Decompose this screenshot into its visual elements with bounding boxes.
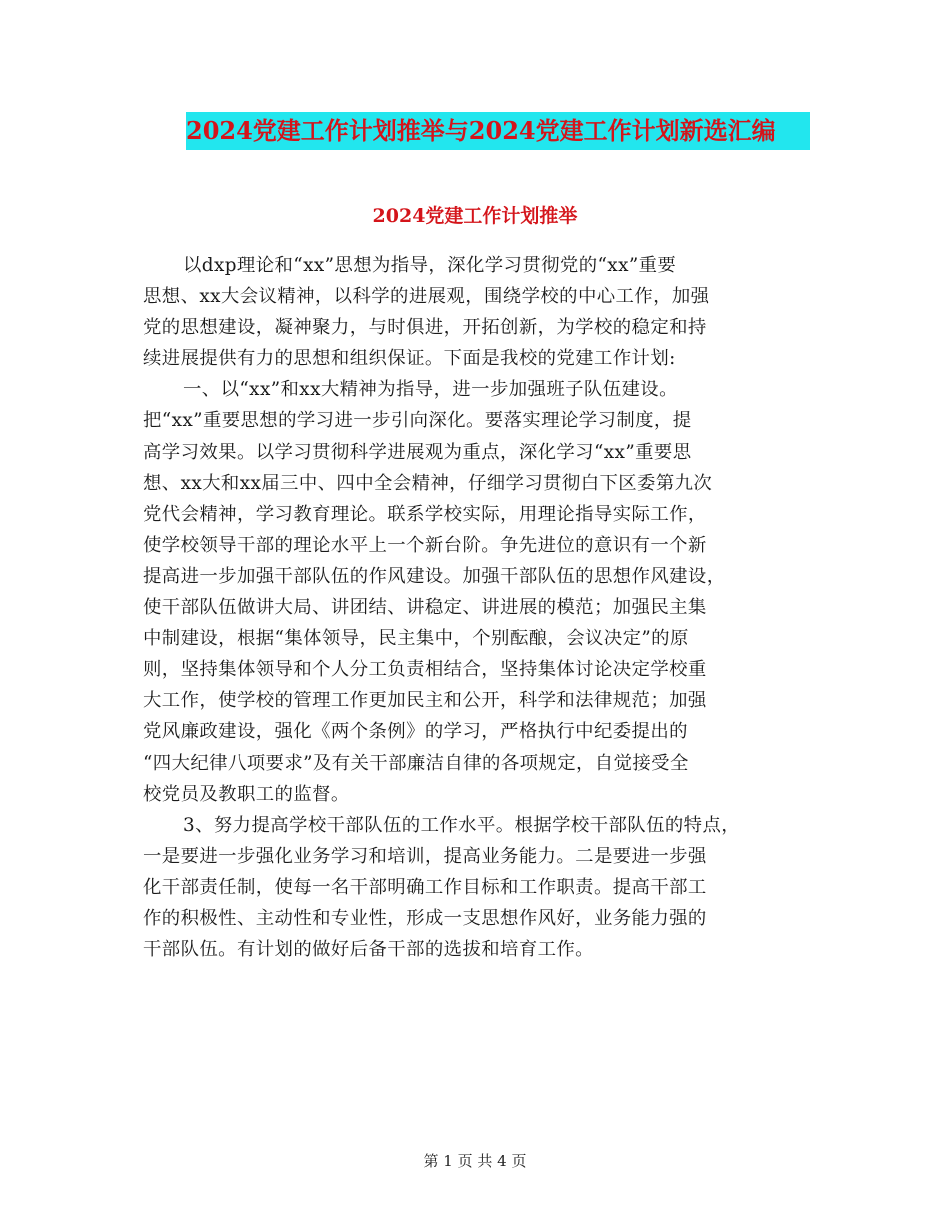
body-line: 化干部责任制，使每一名干部明确工作目标和工作职责。提高干部工 (143, 876, 707, 898)
body-line: 党风廉政建设，强化《两个条例》的学习，严格执行中纪委提出的 (143, 721, 688, 743)
body-line: “四大纪律八项要求”及有关干部廉洁自律的各项规定，自觉接受全 (143, 752, 689, 774)
body-line: 中制建设，根据“集体领导，民主集中，个别酝酿，会议决定”的原 (143, 628, 689, 650)
body-line: 思想、xx大会议精神，以科学的进展观，围绕学校的中心工作，加强 (143, 286, 710, 308)
document-main-title: 2024党建工作计划推举与2024党建工作计划新选汇编 (186, 112, 810, 150)
body-line: 把“xx”重要思想的学习进一步引向深化。要落实理论学习制度，提 (143, 410, 692, 432)
body-line: 使学校领导干部的理论水平上一个新台阶。争先进位的意识有一个新 (143, 534, 707, 556)
document-sub-title: 2024党建工作计划推举 (372, 205, 578, 227)
body-line: 党代会精神，学习教育理论。联系学校实际，用理论指导实际工作， (143, 503, 707, 525)
document-body (143, 250, 823, 965)
body-line: 续进展提供有力的思想和组织保证。下面是我校的党建工作计划: (143, 348, 676, 370)
body-line: 则，坚持集体领导和个人分工负责相结合，坚持集体讨论决定学校重 (143, 659, 707, 681)
body-line: 以dxp理论和“xx”思想为指导，深化学习贯彻党的“xx”重要 (183, 255, 677, 276)
body-line: 干部队伍。有计划的做好后备干部的选拔和培育工作。 (143, 939, 594, 961)
body-line: 作的积极性、主动性和专业性，形成一支思想作风好，业务能力强的 (143, 907, 707, 929)
body-line: 提高进一步加强干部队伍的作风建设。加强干部队伍的思想作风建设， (143, 565, 726, 587)
body-line: 大工作，使学校的管理工作更加民主和公开，科学和法律规范；加强 (143, 690, 707, 712)
body-line: 3、努力提高学校干部队伍的工作水平。根据学校干部队伍的特点， (183, 814, 741, 836)
page-number-footer: 第 1 页 共 4 页 (423, 1152, 527, 1170)
body-line: 高学习效果。以学习贯彻科学进展观为重点，深化学习“xx”重要思 (143, 441, 692, 463)
body-line: 一、以“xx”和xx大精神为指导，进一步加强班子队伍建设。 (183, 379, 678, 401)
body-line: 想、xx大和xx届三中、四中全会精神，仔细学习贯彻白下区委第九次 (143, 472, 713, 494)
body-line: 校党员及教职工的监督。 (143, 783, 350, 805)
body-line: 使干部队伍做讲大局、讲团结、讲稳定、讲进展的模范；加强民主集 (143, 597, 707, 619)
body-line: 一是要进一步强化业务学习和培训，提高业务能力。二是要进一步强 (143, 845, 707, 867)
body-line: 党的思想建设，凝神聚力，与时俱进，开拓创新，为学校的稳定和持 (143, 317, 707, 339)
